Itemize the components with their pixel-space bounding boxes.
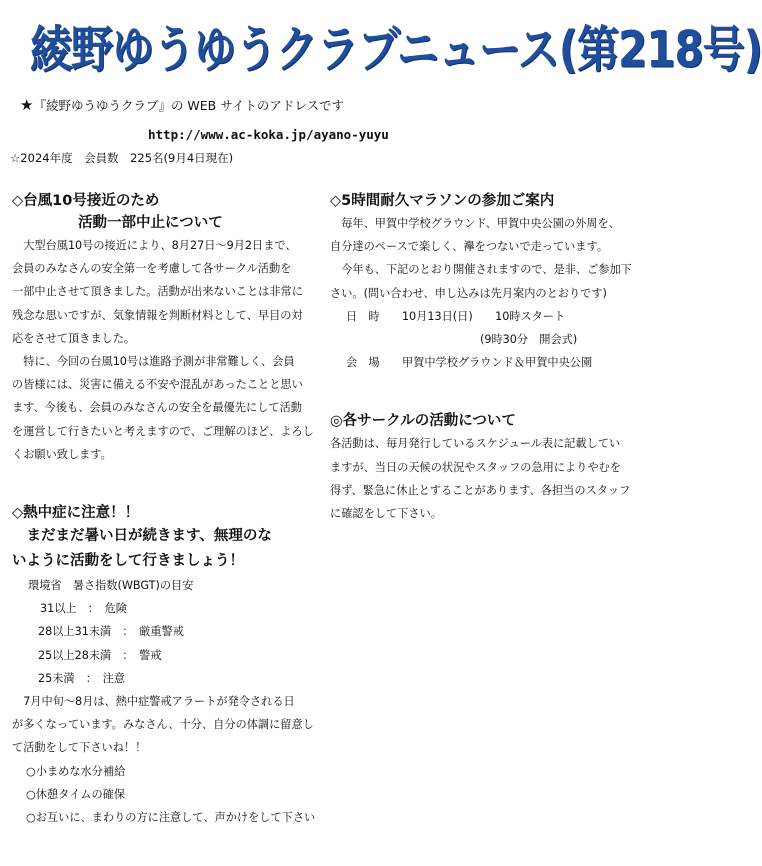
paragraph-line: 残念な思いですが、気象情報を判断材料として、早目の対 xyxy=(12,308,303,322)
heatstroke-section xyxy=(12,502,316,829)
paragraph-line: ますが、当日の天候の状況やスタッフの急用によりやむを xyxy=(330,460,621,474)
paragraph-line: 毎年、甲賀中学校グラウンド、甲賀中央公園の外周を、 xyxy=(330,217,620,230)
paragraph-line: 応をさせて頂きました。 xyxy=(12,331,136,345)
member-count: ☆2024年度 会員数 225名(9月4日現在) xyxy=(10,151,234,165)
paragraph-line: 会員のみなさんの安全第一を考慮して各サークル活動を xyxy=(12,262,292,276)
star-icon: ★ xyxy=(20,96,34,114)
paragraph-line: の皆様には、災害に備える不安や混乱があったことと思い xyxy=(12,378,303,392)
marathon-section xyxy=(330,190,640,374)
website-url[interactable]: http://www.ac-koka.jp/ayano-yuyu xyxy=(148,127,389,142)
paragraph-line: 今年も、下記のとおり開催されますので、是非、ご参加下 xyxy=(330,263,632,277)
tip-item: ○小まめな水分補給 xyxy=(26,764,126,778)
paragraph-line: ます、今後も、会員のみなさんの安全を最優先にして活動 xyxy=(12,401,302,415)
wbgt-level: 31以上 ： 危険 xyxy=(40,602,127,616)
heatstroke-title: ◇熱中症に注意！！ xyxy=(12,505,140,522)
paragraph-line: て活動をして下さいね！！ xyxy=(12,741,147,755)
marathon-title: ◇5時間耐久マラソンの参加ご案内 xyxy=(330,193,555,209)
paragraph-line: 7月中旬～8月は、熱中症警戒アラートが発令される日 xyxy=(12,695,295,709)
paragraph-line: 各活動は、毎月発行しているスケジュール表に記載してい xyxy=(330,437,621,451)
heatstroke-lead: いように活動をして行きましょう！ xyxy=(12,553,244,570)
marathon-venue: 会 場 甲賀中学校グラウンド＆甲賀中央公園 xyxy=(346,356,593,370)
paragraph-line: 得ず、緊急に休止とすることがあります、各担当のスタッフ xyxy=(330,483,631,497)
website-intro-text: 『綾野ゆうゆうクラブ』の WEB サイトのアドレスです xyxy=(33,98,344,113)
wbgt-title: 環境省 暑さ指数(WBGT)の目安 xyxy=(28,579,194,593)
typhoon-subtitle: 活動一部中止について xyxy=(78,215,223,231)
tip-item: ○休憩タイムの確保 xyxy=(26,787,126,801)
circles-section xyxy=(330,410,640,525)
circles-title: ◎各サークルの活動について xyxy=(330,413,516,430)
paragraph-line: 一部中止させて頂きました。活動が出来ないことは非常に xyxy=(12,285,303,299)
typhoon-section xyxy=(12,190,312,466)
paragraph-line: を運営して行きたいと考えますので、ご理解のほど、よろし xyxy=(12,424,314,438)
left-column xyxy=(12,190,316,829)
paragraph-line: くお願い致します。 xyxy=(12,447,112,461)
newsletter-title: 綾野ゆうゆうクラブニュース(第218号) xyxy=(30,20,762,79)
wbgt-level: 25以上28未満 ： 警戒 xyxy=(38,648,162,662)
right-column xyxy=(330,190,640,525)
paragraph-line: 自分達のペースで楽しく、襷をつないで走っています。 xyxy=(330,240,609,254)
wbgt-level: 25未満 ： 注意 xyxy=(38,671,125,685)
website-intro xyxy=(20,96,344,114)
tip-item: ○お互いに、まわりの方に注意して、声かけをして下さい xyxy=(26,811,316,825)
paragraph-line: 大型台風10号の接近により、8月27日～9月2日まで、 xyxy=(12,239,297,252)
typhoon-title: ◇台風10号接近のため xyxy=(12,193,160,209)
marathon-opening: (9時30分 開会式) xyxy=(480,333,578,347)
paragraph-line: に確認をして下さい。 xyxy=(330,507,442,521)
paragraph-line: 特に、今回の台風10号は進路予測が非常難しく、会員 xyxy=(12,355,295,369)
paragraph-line: さい。(問い合わせ、申し込みは先月案内のとおりです) xyxy=(330,286,607,300)
wbgt-level: 28以上31未満 ： 厳重警戒 xyxy=(38,625,184,639)
marathon-date: 日 時 10月13日(日) 10時スタート xyxy=(346,309,566,323)
paragraph-line: が多くなっています。みなさん、十分、自分の体調に留意し xyxy=(12,718,314,732)
heatstroke-lead: まだまだ暑い日が続きます、無理のな xyxy=(12,528,272,545)
